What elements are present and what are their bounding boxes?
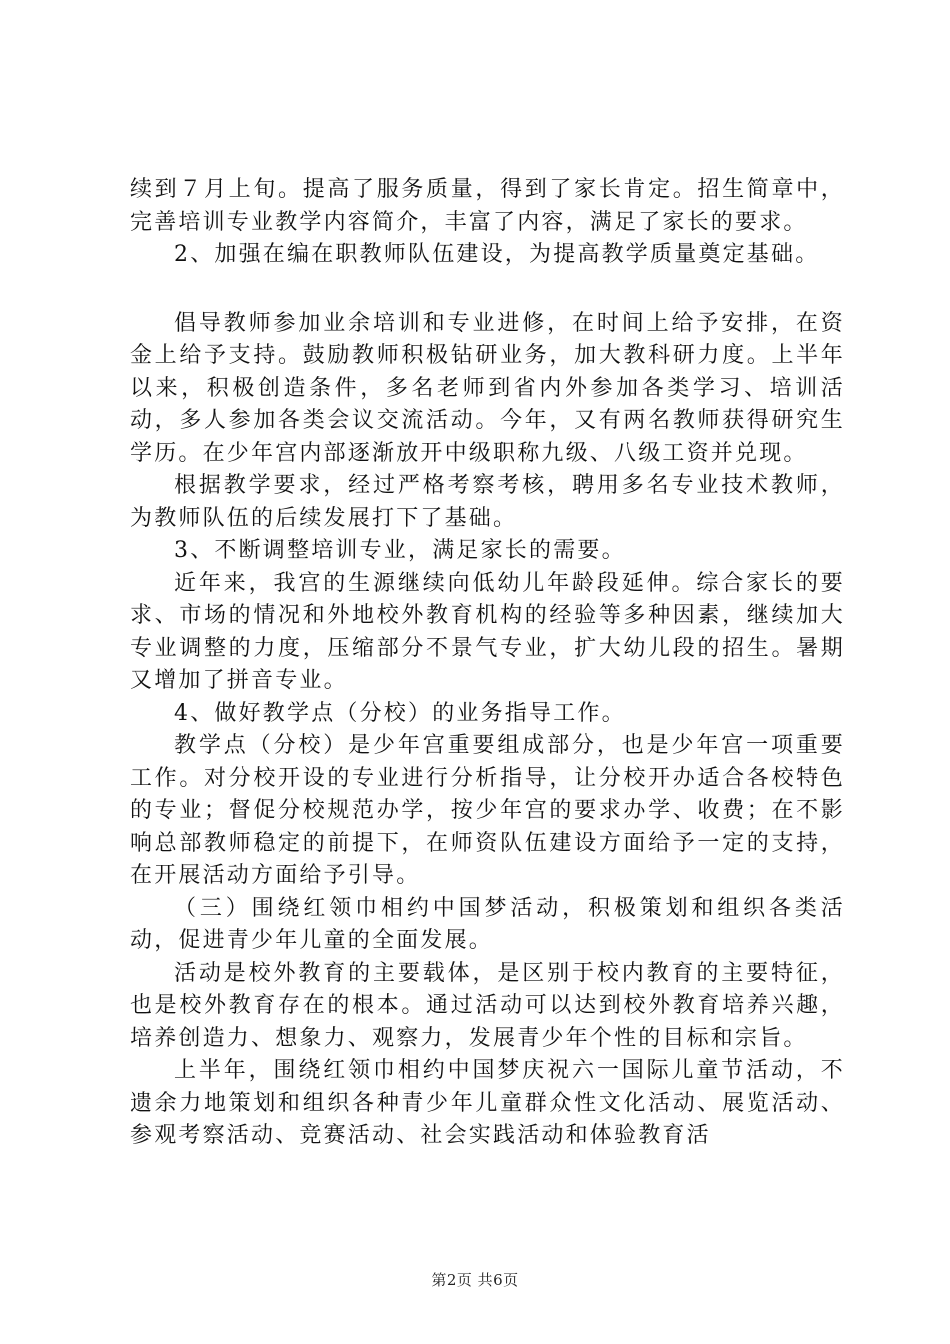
paragraph-first-half-year: 上半年，围绕红领巾相约中国梦庆祝六一国际儿童节活动，不遗余力地策划和组织各种青少年儿童群众性文化活动、展览活动、参观考察活动、竞赛活动、社会实践活动和体验教育活 (130, 1058, 845, 1148)
paragraph-hiring: 根据教学要求，经过严格考察考核，聘用多名专业技术教师，为教师队伍的后续发展打下了基础。 (130, 473, 845, 531)
paragraph-teacher-training: 倡导教师参加业余培训和专业进修，在时间上给予安排，在资金上给予支持。鼓励教师积极钻研业务，加大教科研力度。上半年以来，积极创造条件，多名老师到省内外参加各类学习、培训活动，多人参加各类会议交流活动。今年，又有两名教师获得研究生学历。在少年宫内部逐渐放开中级职称九级、八级工资并兑现。 (130, 310, 845, 466)
document-body (130, 174, 845, 1153)
paragraph-branch-schools: 教学点（分校）是少年宫重要组成部分，也是少年宫一项重要工作。对分校开设的专业进行分析指导，让分校开办适合各校特色的专业；督促分校规范办学，按少年宫的要求办学、收费；在不影响总部教师稳定的前提下，在师资队伍建设方面给予一定的支持，在开展活动方面给予引导。 (130, 733, 845, 888)
paragraph-enrollment: 近年来，我宫的生源继续向低幼儿年龄段延伸。综合家长的要求、市场的情况和外地校外教育机构的经验等多种因素，继续加大专业调整的力度，压缩部分不景气专业，扩大幼儿段的招生。暑期又增加了拼音专业。 (130, 570, 845, 693)
section-heading-part-3: （三）围绕红领巾相约中国梦活动，积极策划和组织各类活动，促进青少年儿童的全面发展。 (130, 895, 845, 953)
section-heading-3: 3、不断调整培训专业，满足家长的需要。 (174, 538, 626, 563)
section-heading-2: 2、加强在编在职教师队伍建设，为提高教学质量奠定基础。 (174, 242, 820, 267)
paragraph-continuation: 续到７月上旬。提高了服务质量，得到了家长肯定。招生简章中，完善培训专业教学内容简介，丰富了内容，满足了家长的要求。 (130, 177, 845, 235)
page-footer: 第2页 共6页 (431, 1271, 519, 1289)
section-heading-4: 4、做好教学点（分校）的业务指导工作。 (174, 700, 626, 726)
paragraph-activities: 活动是校外教育的主要载体，是区别于校内教育的主要特征，也是校外教育存在的根本。通过活动可以达到校外教育培养兴趣，培养创造力、想象力、观察力，发展青少年个性的目标和宗旨。 (130, 960, 845, 1051)
